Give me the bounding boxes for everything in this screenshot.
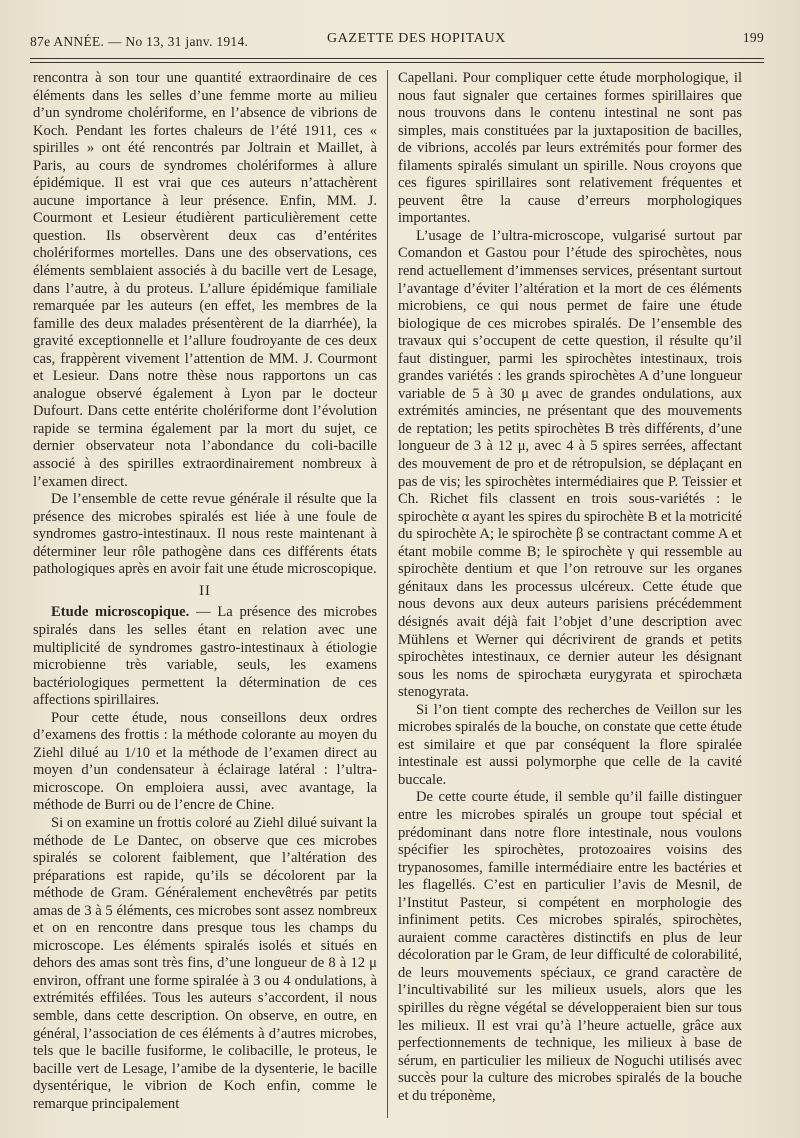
paragraph: [33, 604, 377, 709]
paragraph: Pour cette étude, nous conseillons deux ordres d’examens des frottis : la méthode colorante au moyen du Ziehl dilué au 1/10 et la méthode de l’examen direct au moyen d’un condensateur à éclairage latéral : l’ultra-microscope. On emploiera aussi, avec avantage, la méthode de Burri ou de l’encre de Chine.: [33, 709, 377, 814]
paragraph: Si l’on tient compte des recherches de Veillon sur les microbes spiralés de la bouche, on constate que cette étude est similaire et que par conséquent la flore spiralée intestinale est aussi polymorphe que celle de la cavité buccale.: [398, 701, 742, 788]
column-divider: [387, 70, 388, 1118]
paragraph: rencontra à son tour une quantité extraordinaire de ces éléments dans les selles d’une femme morte au milieu d’un syndrome cholériforme, en l’absence de vibrions de Koch. Pendant les fortes chaleurs de l’été 1911, ces « spirilles » ont été rencontrés par Joltrain et Maillet, à Paris, au cours de syndromes cholériformes à allure épidémique. Il est vrai que ces auteurs n’attachèrent aucune importance à leur présence. Enfin, MM. J. Courmont et Lesieur étudièrent particulièrement cette question. Ils observèrent deux cas d’entérites cholériformes mortelles. Dans une des observations, ces éléments semblaient associés à du bacille vert de Lesage, dans l’autre, à du proteus. L’allure épidémique familiale remarquée par les auteurs (en effet, les membres de la famille des deux malades présentèrent de la diarrhée), la gravité exceptionnelle et l’allure foudroyante de ces deux cas, frappèrent vivement l’attention de MM. J. Courmont et Lesieur. Dans notre thèse nous rapportons un cas analogue observé également à Lyon par le docteur Dufourt. Dans cette entérite cholériforme dont l’évolution rapide se termina également par la mort du sujet, ce dernier observateur nota l’abondance du coli-bacille associé à des spirilles extraordinairement nombreux à l’examen direct.: [33, 70, 377, 490]
header-rule: [30, 58, 764, 59]
year-label: 87e ANNÉE.: [30, 34, 105, 49]
paragraph-text: — La présence des microbes spiralés dans les selles étant en relation avec une multiplicité de syndromes gastro-intestinaux à étiologie microbienne très variable, seuls, les examens bactériologiques permettent la détermination de ces affections spirillaires.: [33, 604, 378, 709]
paragraph: L’usage de l’ultra-microscope, vulgarisé surtout par Comandon et Gastou pour l’étude des spirochètes, nous rend actuellement d’immenses services, présentant surtout l’avantage d’éviter l’altération et la mort de ces éléments microbiens, ce qui nous permet de faire une étude biologique de ces microbes spiralés. De l’ensemble des travaux qui s’occupent de cette question, il résulte qu’il faut distinguer, parmi les spirochètes intestinaux, trois grandes variétés : les grands spirochètes A d’une longueur variable de 5 à 30 μ avec de grandes ondulations, aux extrémités amincies, ne présentant que des mouvements de reptation; les petits spirochètes B très différents, d’une longueur de 3 à 12 μ, avec 4 à 5 spires serrées, affectant des mouvement de pro et de rétropulsion, se déplaçant en pas de vis; les spirochètes intermédiaires que P. Teissier et Ch. Richet fils classent en trois sous-variétés : le spirochète α ayant les spires du spirochète B et la motricité du spirochète A; le spirochète β se contractant comme A et étant mobile comme B; le spirochète γ qui ressemble au spirochète dentium et que l’on retrouve sur les organes génitaux dans les processus ulcéreux. Cette étude que nous devons aux deux auteurs parisiens précédemment désignés avait déjà fait l’objet d’une description avec Mühlens et Werner qui décrivirent de grands et petits spirochètes intestinaux, ce dernier auteur les désignant sous les noms de spirochæta eurygyrata et spirochæta stenogyrata.: [398, 227, 743, 701]
paragraph: De cette courte étude, il semble qu’il faille distinguer entre les microbes spiralés un groupe tout spécial et prédominant dans notre flore intestinale, nous voulons spécifier les spirochètes, protozoaires voisins des trypanosomes, famille intermédiaire entre les bactéries et les flagellés. C’est en particulier l’avis de Mesnil, de l’Institut Pasteur, si compétent en morphologie des infiniment petits. Ces microbes spiralés, spirochètes, auraient comme caractères distinctifs en plus de leur décoloration par le Gram, de leur difficulté de colorabilité, de leurs mouvements spéciaux, ce grand caractère de l’incultivabilité sur les milieux usuels, alors que les spirilles du règne végétal se développeraient bien sur tous les milieux. Il est vrai qu’à l’heure actuelle, grâce aux perfectionnements de technique, les milieux à base de sérum, en particulier les milieux de Noguchi utilisés avec succès pour la culture des microbes spiralés de la bouche et du tréponème,: [398, 789, 742, 1104]
issue-label: — No 13, 31 janv. 1914.: [107, 34, 249, 49]
paragraph: Capellani. Pour compliquer cette étude morphologique, il nous faut signaler que certaines formes spirillaires que nous trouvons dans le contenu intestinal ne sont pas simples, mais constituées par la juxtaposition de bacilles, de vibrions, accolés par leurs extrémités pour former des filaments spiralés simulant un spirille. Nous croyons que ces figures spirillaires sont relativement fréquentes et peuvent être la cause d’erreurs morphologiques importantes.: [398, 70, 742, 227]
paragraph: Si on examine un frottis coloré au Ziehl dilué suivant la méthode de Le Dantec, on observe que ces microbes spiralés se colorent faiblement, que l’altération des préparations est rapide, qu’ils se décolorent par la méthode de Gram. Généralement enchevêtrés par petits amas de 3 à 5 éléments, ces microbes sont assez nombreux et on en rencontre dans presque tous les champs du microscope. Les éléments spiralés isolés et situés en dehors des amas sont très fins, d’une longueur de 8 à 12 μ environ, offrant une forme spiralée à 3 ou 4 ondulations, à extrémités effilées. Tous les auteurs s’accordent, il nous semble, dans cette description. On observe, en outre, en général, l’association de ces éléments à d’autres microbes, tels que le bacille fusiforme, le colibacille, le proteus, le bacille vert de Lesage, l’amibe de la dysenterie, le bacille dysentérique, le vibrion de Koch enfin, comme le remarque principalement: [33, 814, 377, 1112]
issue-info: [30, 34, 248, 50]
paragraph: De l’ensemble de cette revue générale il résulte que la présence des microbes spiralés est liée à une foule de syndromes gastro-intestinaux. Il nous reste maintenant à déterminer leur rôle pathogène dans ces différents états pathologiques après en avoir fait une étude microscopique.: [33, 491, 377, 578]
page-number: 199: [742, 30, 764, 45]
right-column: [398, 70, 742, 1105]
section-number: II: [199, 582, 211, 599]
journal-title: GAZETTE DES HOPITAUX: [327, 31, 506, 46]
left-column: [33, 70, 377, 1113]
running-header: [30, 30, 764, 52]
section-title: Etude microscopique.: [51, 604, 190, 621]
header-rule-thin: [30, 62, 764, 63]
